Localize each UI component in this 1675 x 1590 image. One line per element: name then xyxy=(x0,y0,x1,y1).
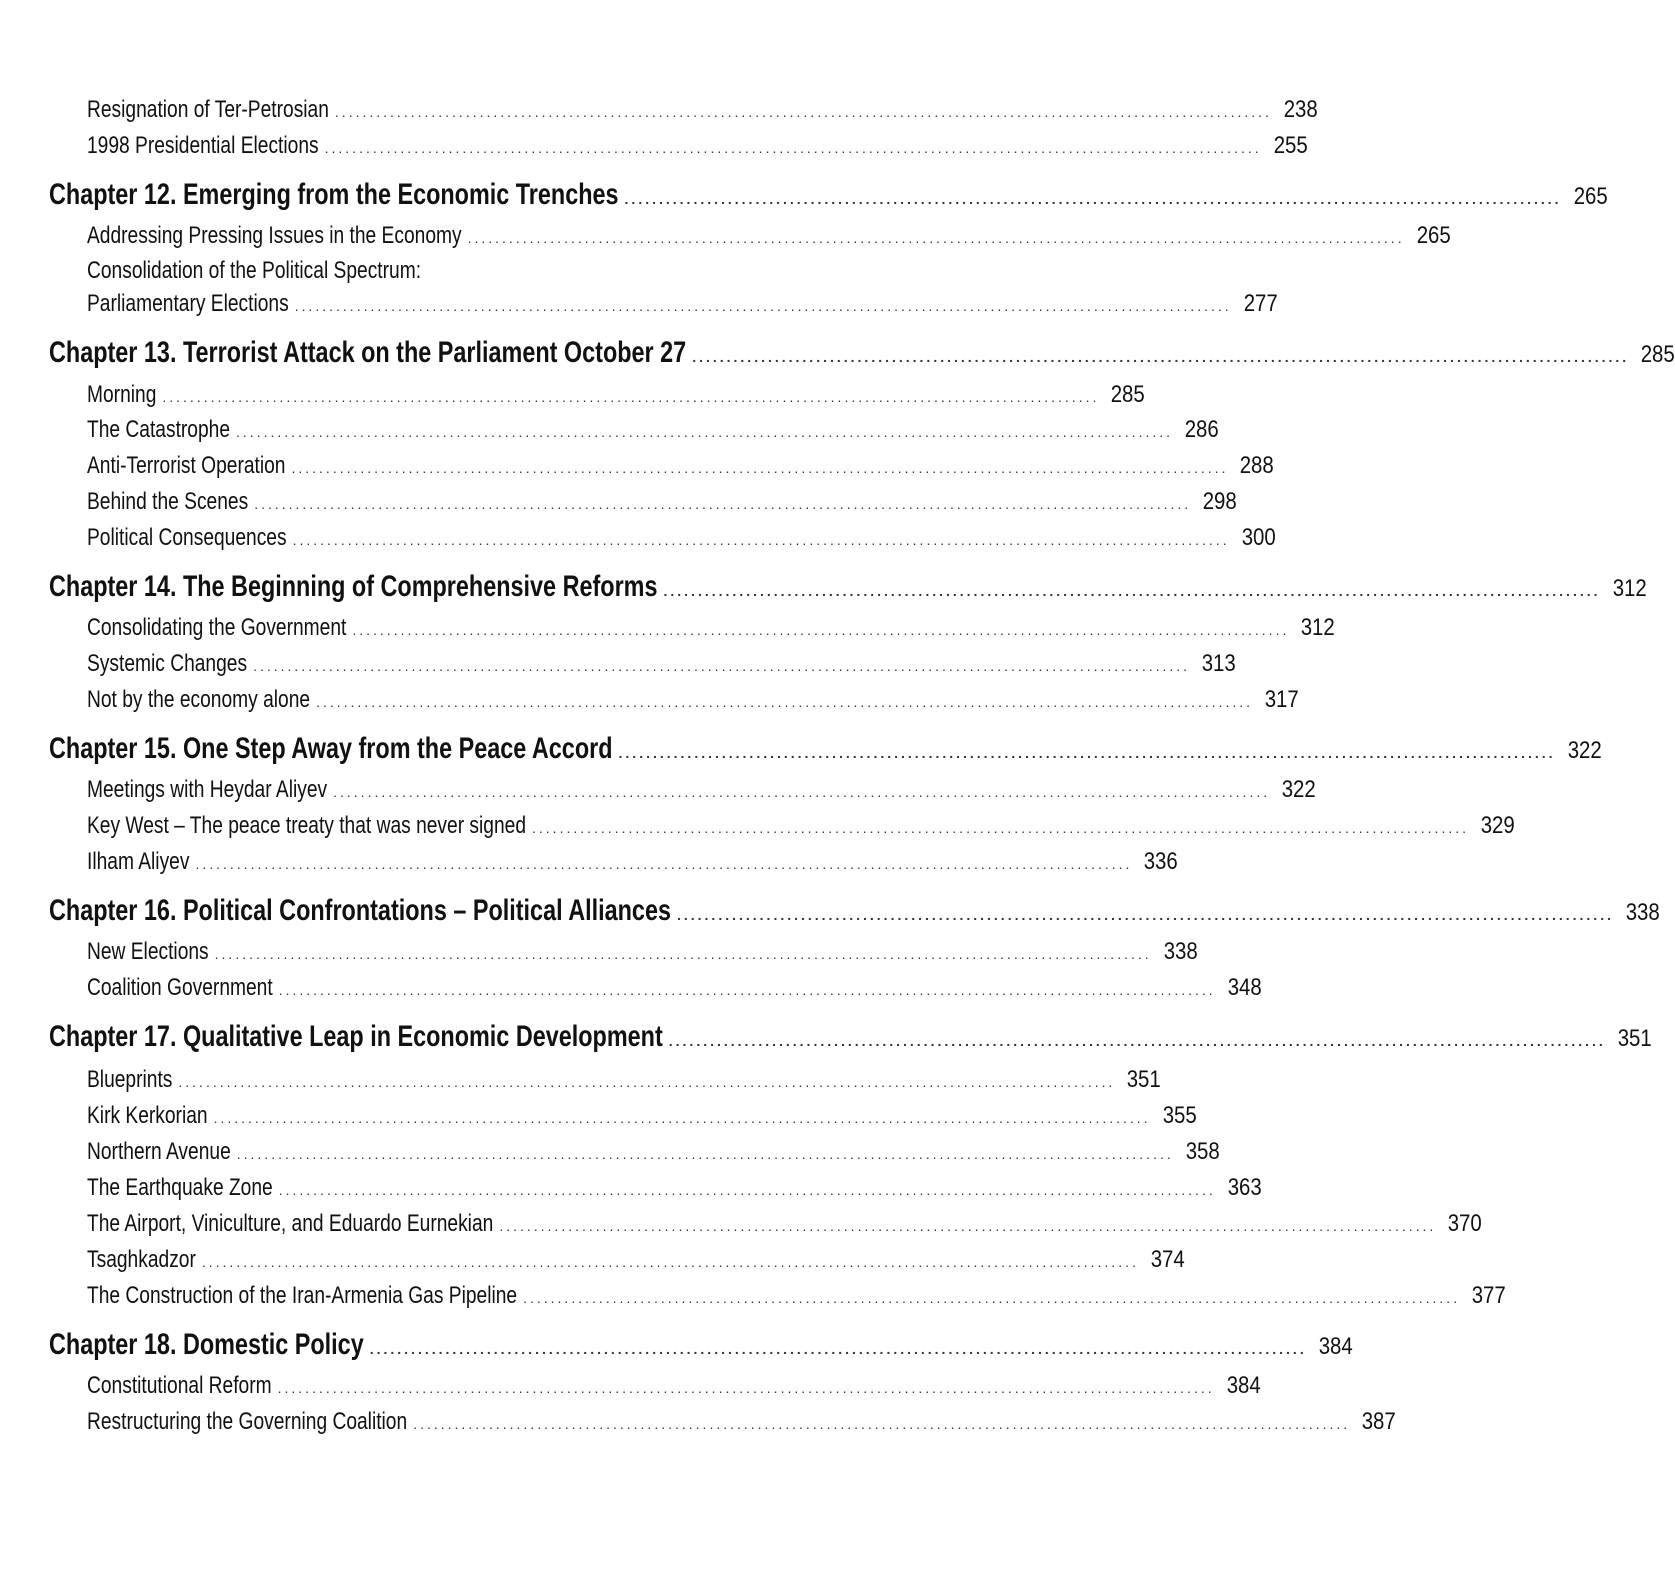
dot-leader: ........................................................................................................................................ xyxy=(254,496,1192,512)
entry-title: Resignation of Ter-Petrosian xyxy=(87,96,329,123)
dot-leader: ........................................................................................................................................ xyxy=(618,745,1556,761)
toc-entry[interactable] xyxy=(87,524,1276,552)
page-number: 286 xyxy=(1184,416,1219,443)
page-number: 322 xyxy=(1567,737,1602,764)
entry-title: Consolidating the Government xyxy=(87,614,347,641)
page-number: 312 xyxy=(1612,575,1647,602)
dot-leader: ........................................................................................................................................ xyxy=(334,104,1272,120)
toc-entry[interactable] xyxy=(87,488,1237,516)
chapter-title: Chapter 12. Emerging from the Economic Trenches xyxy=(49,178,619,211)
toc-chapter[interactable] xyxy=(49,894,1660,928)
entry-title: The Catastrophe xyxy=(87,416,231,443)
toc-entry[interactable] xyxy=(87,1174,1262,1202)
dot-leader: ........................................................................................................................................ xyxy=(676,907,1614,923)
chapter-title: Chapter 13. Terrorist Attack on the Parliament October 27 xyxy=(49,336,687,369)
entry-title: Meetings with Heydar Aliyev xyxy=(87,776,328,803)
entry-title: Not by the economy alone xyxy=(87,686,311,713)
dot-leader: ........................................................................................................................................ xyxy=(178,1074,1116,1090)
page-number: 358 xyxy=(1185,1138,1220,1165)
chapter-title: Chapter 14. The Beginning of Comprehensive Reforms xyxy=(49,570,658,603)
toc-chapter[interactable] xyxy=(49,336,1675,370)
toc-entry[interactable] xyxy=(87,776,1316,804)
dot-leader: ........................................................................................................................................ xyxy=(324,140,1262,156)
dot-leader: ........................................................................................................................................ xyxy=(236,424,1174,440)
page-number: 370 xyxy=(1448,1210,1483,1237)
entry-title: Morning xyxy=(87,381,157,408)
page-number: 384 xyxy=(1318,1333,1353,1360)
entry-title: Tsaghkadzor xyxy=(87,1246,196,1273)
entry-title: The Earthquake Zone xyxy=(87,1174,273,1201)
toc-entry[interactable] xyxy=(87,1408,1396,1436)
dot-leader: ........................................................................................................................................ xyxy=(236,1146,1174,1162)
entry-title: Coalition Government xyxy=(87,974,273,1001)
page-number: 384 xyxy=(1226,1372,1261,1399)
dot-leader: ........................................................................................................................................ xyxy=(333,784,1271,800)
toc-entry[interactable] xyxy=(87,650,1236,678)
page-number: 288 xyxy=(1240,452,1275,479)
toc-entry[interactable] xyxy=(87,848,1179,876)
toc-chapter[interactable] xyxy=(49,732,1602,766)
toc-entry[interactable] xyxy=(87,1282,1506,1310)
dot-leader: ........................................................................................................................................ xyxy=(352,622,1290,638)
entry-title: Political Consequences xyxy=(87,524,287,551)
dot-leader: ........................................................................................................................................ xyxy=(278,982,1216,998)
dot-leader: ........................................................................................................................................ xyxy=(214,946,1152,962)
page-number: 329 xyxy=(1480,812,1515,839)
toc-entry[interactable] xyxy=(87,614,1336,642)
dot-leader: ........................................................................................................................................ xyxy=(316,694,1254,710)
page-number: 377 xyxy=(1471,1282,1506,1309)
dot-leader: ........................................................................................................................................ xyxy=(668,1033,1606,1049)
chapter-title: Chapter 17. Qualitative Leap in Economic Development xyxy=(49,1020,663,1053)
dot-leader: ........................................................................................................................................ xyxy=(195,856,1133,872)
page-number: 355 xyxy=(1162,1102,1197,1129)
entry-title: Kirk Kerkorian xyxy=(87,1102,208,1129)
page-number: 351 xyxy=(1127,1066,1162,1093)
page-number: 238 xyxy=(1283,96,1318,123)
chapter-title: Chapter 18. Domestic Policy xyxy=(49,1328,364,1361)
page-number: 255 xyxy=(1273,132,1308,159)
page-number: 265 xyxy=(1573,183,1608,210)
dot-leader: ........................................................................................................................................ xyxy=(278,1182,1216,1198)
entry-title: The Airport, Viniculture, and Eduardo Eurnekian xyxy=(87,1210,494,1237)
toc-entry[interactable] xyxy=(87,96,1318,124)
toc-entry[interactable] xyxy=(87,974,1262,1002)
entry-title: Northern Avenue xyxy=(87,1138,231,1165)
dot-leader: ........................................................................................................................................ xyxy=(277,1380,1215,1396)
toc-entry[interactable] xyxy=(87,1066,1162,1094)
entry-title: 1998 Presidential Elections xyxy=(87,132,319,159)
entry-title: New Elections xyxy=(87,938,209,965)
toc-entry[interactable] xyxy=(87,812,1515,840)
dot-leader: ........................................................................................................................................ xyxy=(294,298,1232,314)
dot-leader: ........................................................................................................................................ xyxy=(523,1290,1461,1306)
page-number: 336 xyxy=(1144,848,1179,875)
entry-title: Behind the Scenes xyxy=(87,488,249,515)
toc-entry[interactable] xyxy=(87,416,1219,444)
entry-title: Addressing Pressing Issues in the Economy xyxy=(87,222,462,249)
toc-entry-line[interactable] xyxy=(87,257,887,285)
entry-title: Ilham Aliyev xyxy=(87,848,190,875)
entry-title: The Construction of the Iran-Armenia Gas Pipeline xyxy=(87,1282,518,1309)
toc-chapter[interactable] xyxy=(49,570,1647,604)
dot-leader: ........................................................................................................................................ xyxy=(499,1218,1437,1234)
entry-title: Parliamentary Elections xyxy=(87,290,289,317)
toc-entry[interactable] xyxy=(87,290,1278,318)
entry-title: Key West – The peace treaty that was never signed xyxy=(87,812,527,839)
toc-entry[interactable] xyxy=(87,686,1299,714)
page-number: 351 xyxy=(1617,1025,1652,1052)
page-number: 363 xyxy=(1227,1174,1262,1201)
toc-chapter[interactable] xyxy=(49,178,1608,212)
toc-entry[interactable] xyxy=(87,452,1275,480)
toc-entry[interactable] xyxy=(87,1246,1185,1274)
page-number: 317 xyxy=(1264,686,1299,713)
page-number: 322 xyxy=(1281,776,1316,803)
dot-leader: ........................................................................................................................................ xyxy=(369,1341,1307,1357)
dot-leader: ........................................................................................................................................ xyxy=(532,820,1470,836)
dot-leader: ........................................................................................................................................ xyxy=(291,460,1229,476)
page-number: 348 xyxy=(1227,974,1262,1001)
page-number: 338 xyxy=(1163,938,1198,965)
page-number: 312 xyxy=(1301,614,1336,641)
dot-leader: ........................................................................................................................................ xyxy=(292,532,1230,548)
dot-leader: ........................................................................................................................................ xyxy=(663,583,1601,599)
dot-leader: ........................................................................................................................................ xyxy=(213,1110,1151,1126)
page-number: 338 xyxy=(1625,899,1660,926)
page-number: 313 xyxy=(1201,650,1236,677)
dot-leader: ........................................................................................................................................ xyxy=(162,389,1100,405)
page-number: 285 xyxy=(1640,341,1675,368)
entry-title: Systemic Changes xyxy=(87,650,248,677)
page-number: 374 xyxy=(1150,1246,1185,1273)
dot-leader: ........................................................................................................................................ xyxy=(692,349,1630,365)
page-number: 277 xyxy=(1243,290,1278,317)
entry-title: Restructuring the Governing Coalition xyxy=(87,1408,408,1435)
page-number: 300 xyxy=(1241,524,1276,551)
page-number: 265 xyxy=(1416,222,1451,249)
toc-entry[interactable] xyxy=(87,938,1198,966)
toc-entry[interactable] xyxy=(87,132,1308,160)
page-number: 298 xyxy=(1202,488,1237,515)
toc-entry[interactable] xyxy=(87,1138,1220,1166)
toc-entry[interactable] xyxy=(87,1372,1261,1400)
toc-chapter[interactable] xyxy=(49,1020,1652,1054)
toc-entry[interactable] xyxy=(87,222,1451,250)
dot-leader: ........................................................................................................................................ xyxy=(201,1254,1139,1270)
entry-title: Constitutional Reform xyxy=(87,1372,272,1399)
chapter-title: Chapter 16. Political Confrontations – Political Alliances xyxy=(49,894,671,927)
dot-leader: ........................................................................................................................................ xyxy=(467,230,1405,246)
toc-chapter[interactable] xyxy=(49,1328,1353,1362)
toc-entry[interactable] xyxy=(87,1102,1197,1130)
chapter-title: Chapter 15. One Step Away from the Peace Accord xyxy=(49,732,613,765)
toc-entry[interactable] xyxy=(87,1210,1483,1238)
page-number: 285 xyxy=(1111,381,1146,408)
page-number: 387 xyxy=(1361,1408,1396,1435)
dot-leader: ........................................................................................................................................ xyxy=(624,191,1562,207)
dot-leader: ........................................................................................................................................ xyxy=(253,658,1191,674)
toc-entry[interactable] xyxy=(87,381,1146,409)
entry-title: Blueprints xyxy=(87,1066,173,1093)
entry-title: Anti-Terrorist Operation xyxy=(87,452,286,479)
entry-title: Consolidation of the Political Spectrum: xyxy=(87,257,422,284)
dot-leader: ........................................................................................................................................ xyxy=(413,1416,1351,1432)
